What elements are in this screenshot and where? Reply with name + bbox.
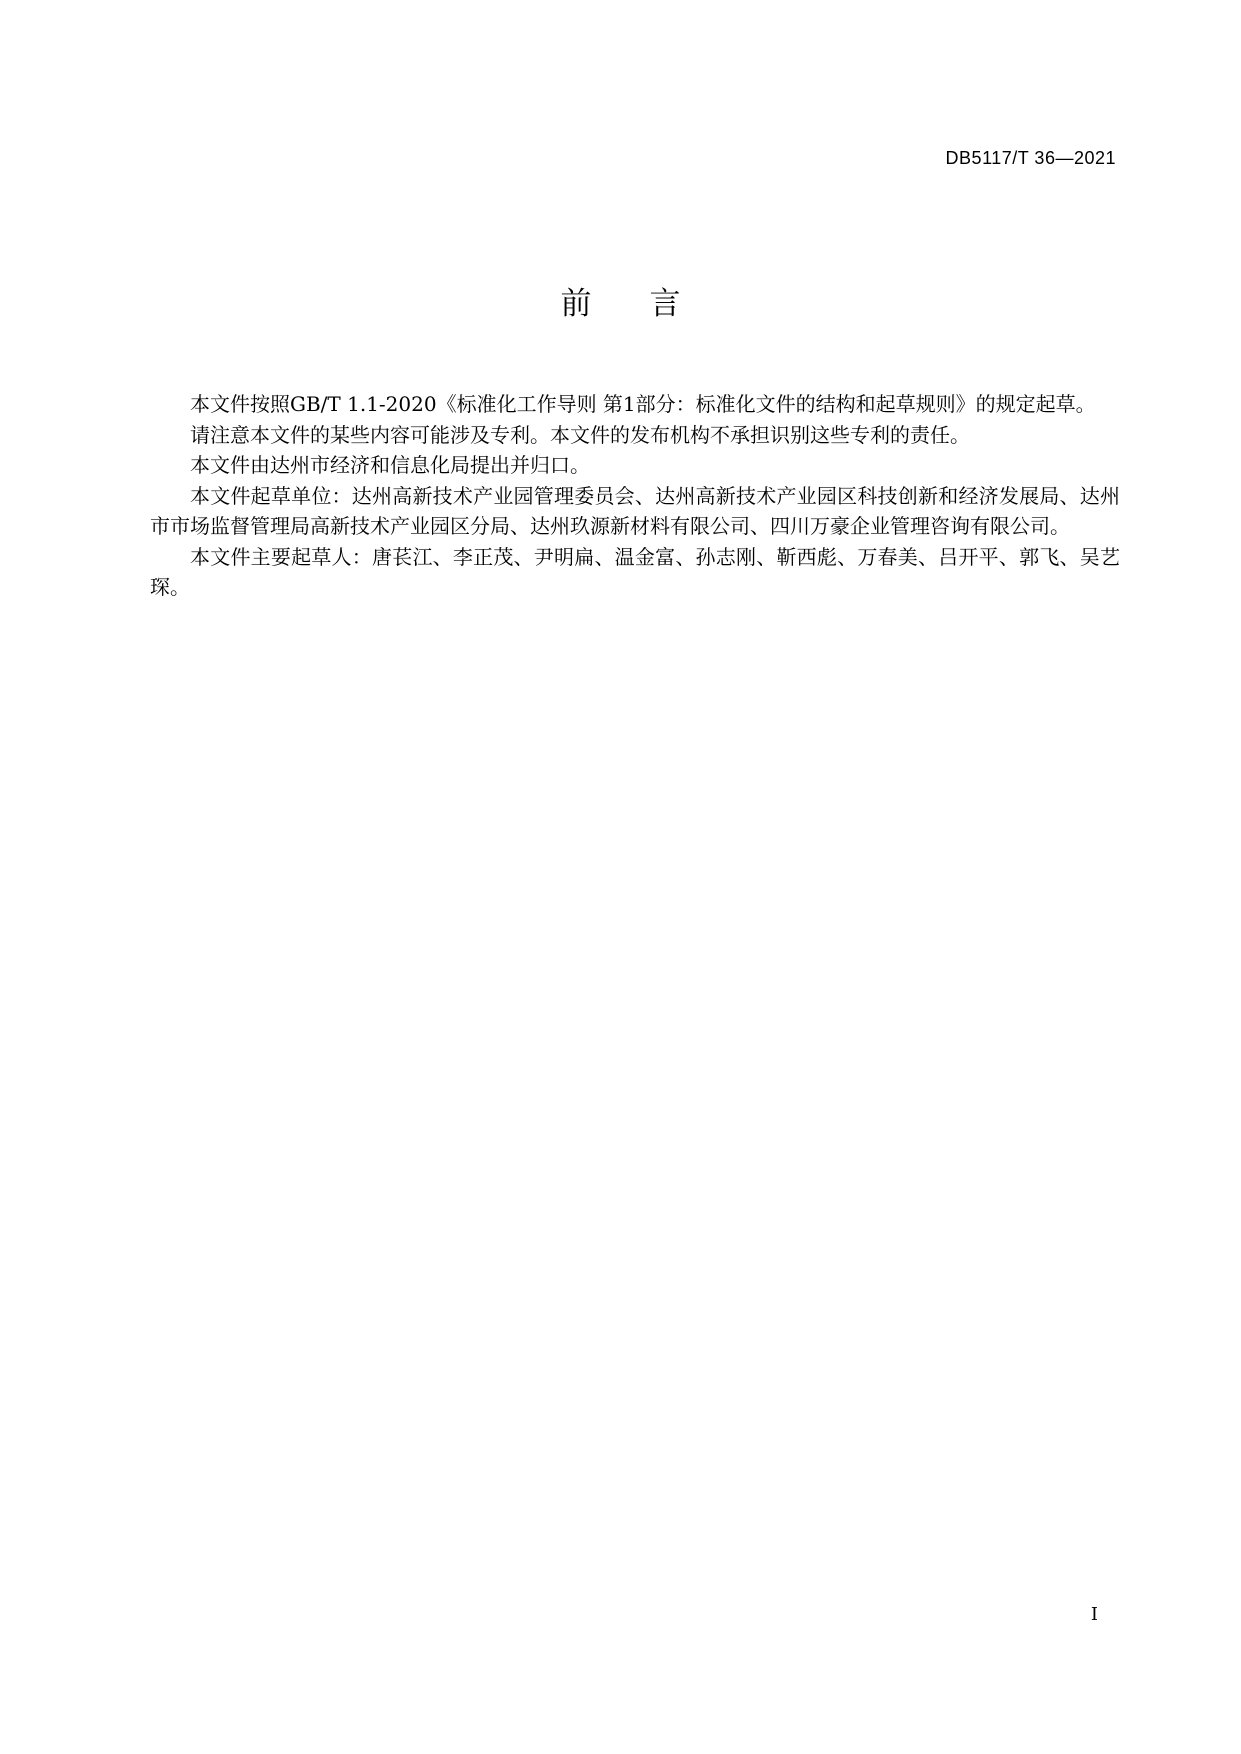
page-number: I [1090,1604,1098,1625]
document-code: DB5117/T 36—2021 [945,148,1116,168]
paragraph-patent-notice: 请注意本文件的某些内容可能涉及专利。本文件的发布机构不承担识别这些专利的责任。 [190,422,970,447]
paragraph-drafting-rules: 本文件按照GB/T 1.1-2020《标准化工作导则 第1部分：标准化文件的结构和起草规则》的规定起草。 [190,392,1096,416]
paragraph-proposer: 本文件由达州市经济和信息化局提出并归口。 [190,453,590,477]
paragraph-drafters: 本文件主要起草人：唐苌江、李正茂、尹明扁、温金富、孙志刚、靳西彪、万春美、吕开平、郭飞、吴艺琛。 [150,544,1120,599]
foreword-body [150,389,1120,603]
paragraph-drafting-units: 本文件起草单位：达州高新技术产业园管理委员会、达州高新技术产业园区科技创新和经济发展局、达州市市场监督管理局高新技术产业园区分局、达州玖源新材料有限公司、四川万豪企业管理咨询有限公司。 [150,483,1120,538]
page-title: 前言 [560,286,739,322]
